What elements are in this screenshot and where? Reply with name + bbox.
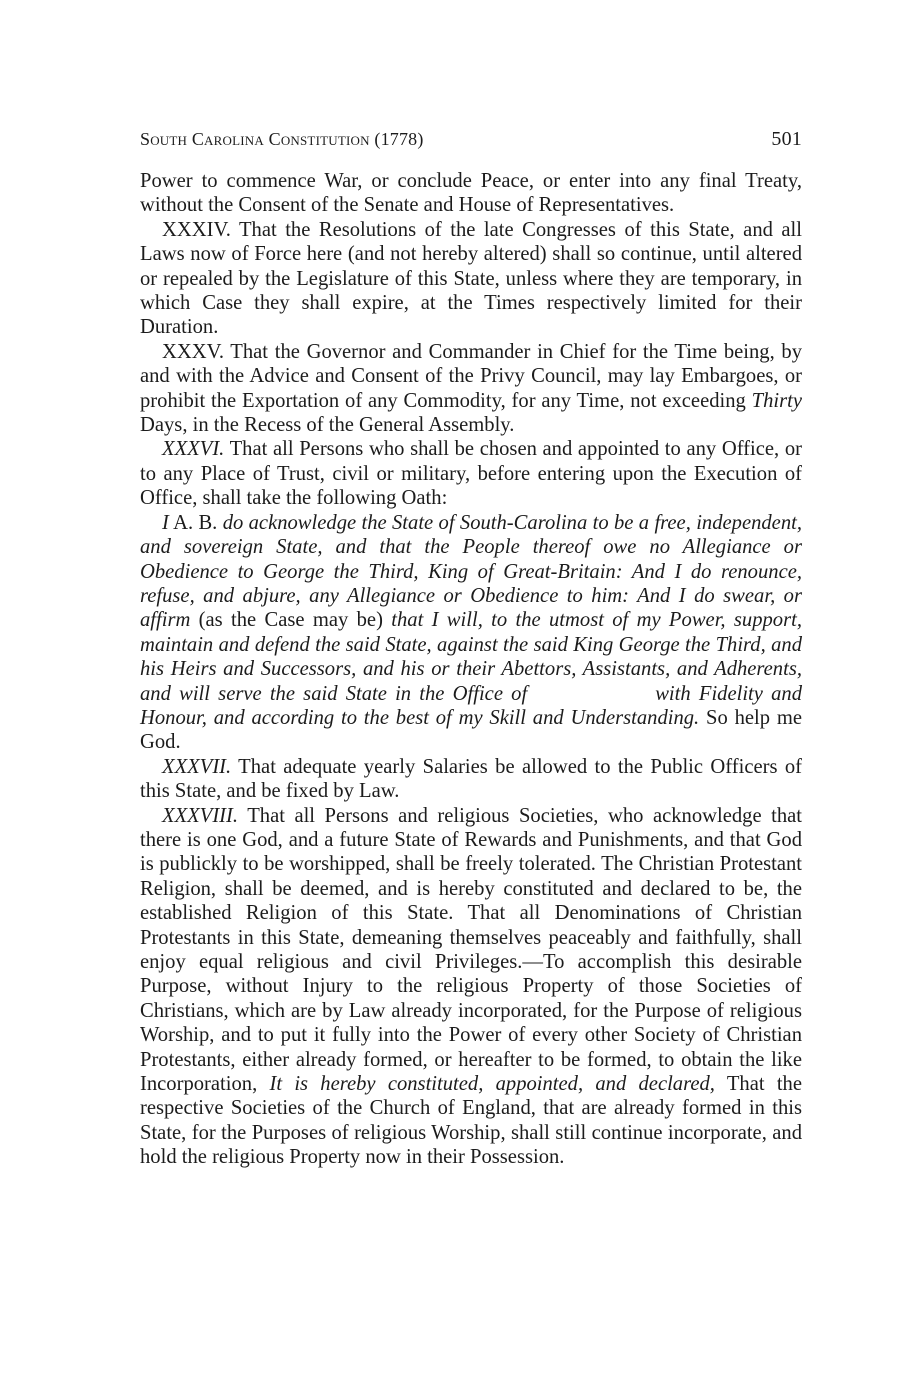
article-numeral: XXXVIII. [162,804,239,827]
article-numeral: XXXVI. [162,438,225,461]
body-text [140,169,802,1170]
paragraph-article-36: XXXVI. That all Persons who shall be chosen and appointed to any Office, or to any Place of Trust, civil or military, before entering upon the Execution of Office, shall take the following Oath: [140,438,802,510]
document-page [140,128,802,1170]
paragraph-article-38: XXXVIII. That all Persons and religious Societies, who acknowledge that there is one God, and a future State of Rewards and Punishments, and that God is publickly to be worshipped, shall be freely tolerated. The Christian Protestant Religion, shall be deemed, and is hereby constituted and declared to be, the established Religion of this State. That all Denominations of Christian Protestants in this State, demeaning themselves peaceably and faithfully, shall enjoy equal religious and civil Privileges.—To accomplish this desirable Purpose, without Injury to the religious Property of those Societies of Christians, which are by Law already incorporated, for the Purpose of religious Worship, and to put it fully into the Power of every other Society of Christian Protestants, either already formed, or hereafter to be formed, to obtain the like Incorporation, It is hereby constituted, appointed, and declared, That the respective Societies of the Church of England, that are already formed in this State, for the Purposes of religious Worship, shall still continue incorporate, and hold the religious Property now in their Possession. [140,804,802,1169]
paragraph-article-35: XXXV. That the Governor and Commander in Chief for the Time being, by and with the Advice and Consent of the Privy Council, may lay Embargoes, or prohibit the Exportation of any Commodity, for any Time, not exceeding Thirty Days, in the Recess of the General Assembly. [140,340,802,437]
running-title: South Carolina Constitution (1778) [140,129,424,149]
article-numeral: XXXVII. [162,755,232,778]
running-header [140,128,802,151]
page-number: 501 [771,128,802,150]
paragraph-article-37: XXXVII. That adequate yearly Salaries be allowed to the Public Officers of this State, and be fixed by Law. [140,755,802,803]
paragraph-article-34: XXXIV. That the Resolutions of the late Congresses of this State, and all Laws now of Force here (and not hereby altered) shall so continue, until altered or repealed by the Legislature of this State, unless where they are temporary, in which Case they shall expire, at the Times respectively limited for their Duration. [140,218,802,339]
oath-text: I A. B. do acknowledge the State of South-Carolina to be a free, independent, and sovereign State, and that the People thereof owe no Allegiance or Obedience to George the Third, King of Great-Britain: And I do renounce, refuse, and abjure, any Allegiance or Obedience to him: And I do swear, or affirm (as the Case may be) that I will, to the utmost of my Power, support, maintain and defend the said State, against the said King George the Third, and his Heirs and Successors, and his or their Abettors, Assistants, and Adherents, and will serve the said State in the Office of with Fidelity and Honour, and according to the best of my Skill and Understanding. So help me God. [140,511,803,754]
paragraph-continuation: Power to commence War, or conclude Peace, or enter into any final Treaty, without the Consent of the Senate and House of Representatives. [140,170,802,217]
